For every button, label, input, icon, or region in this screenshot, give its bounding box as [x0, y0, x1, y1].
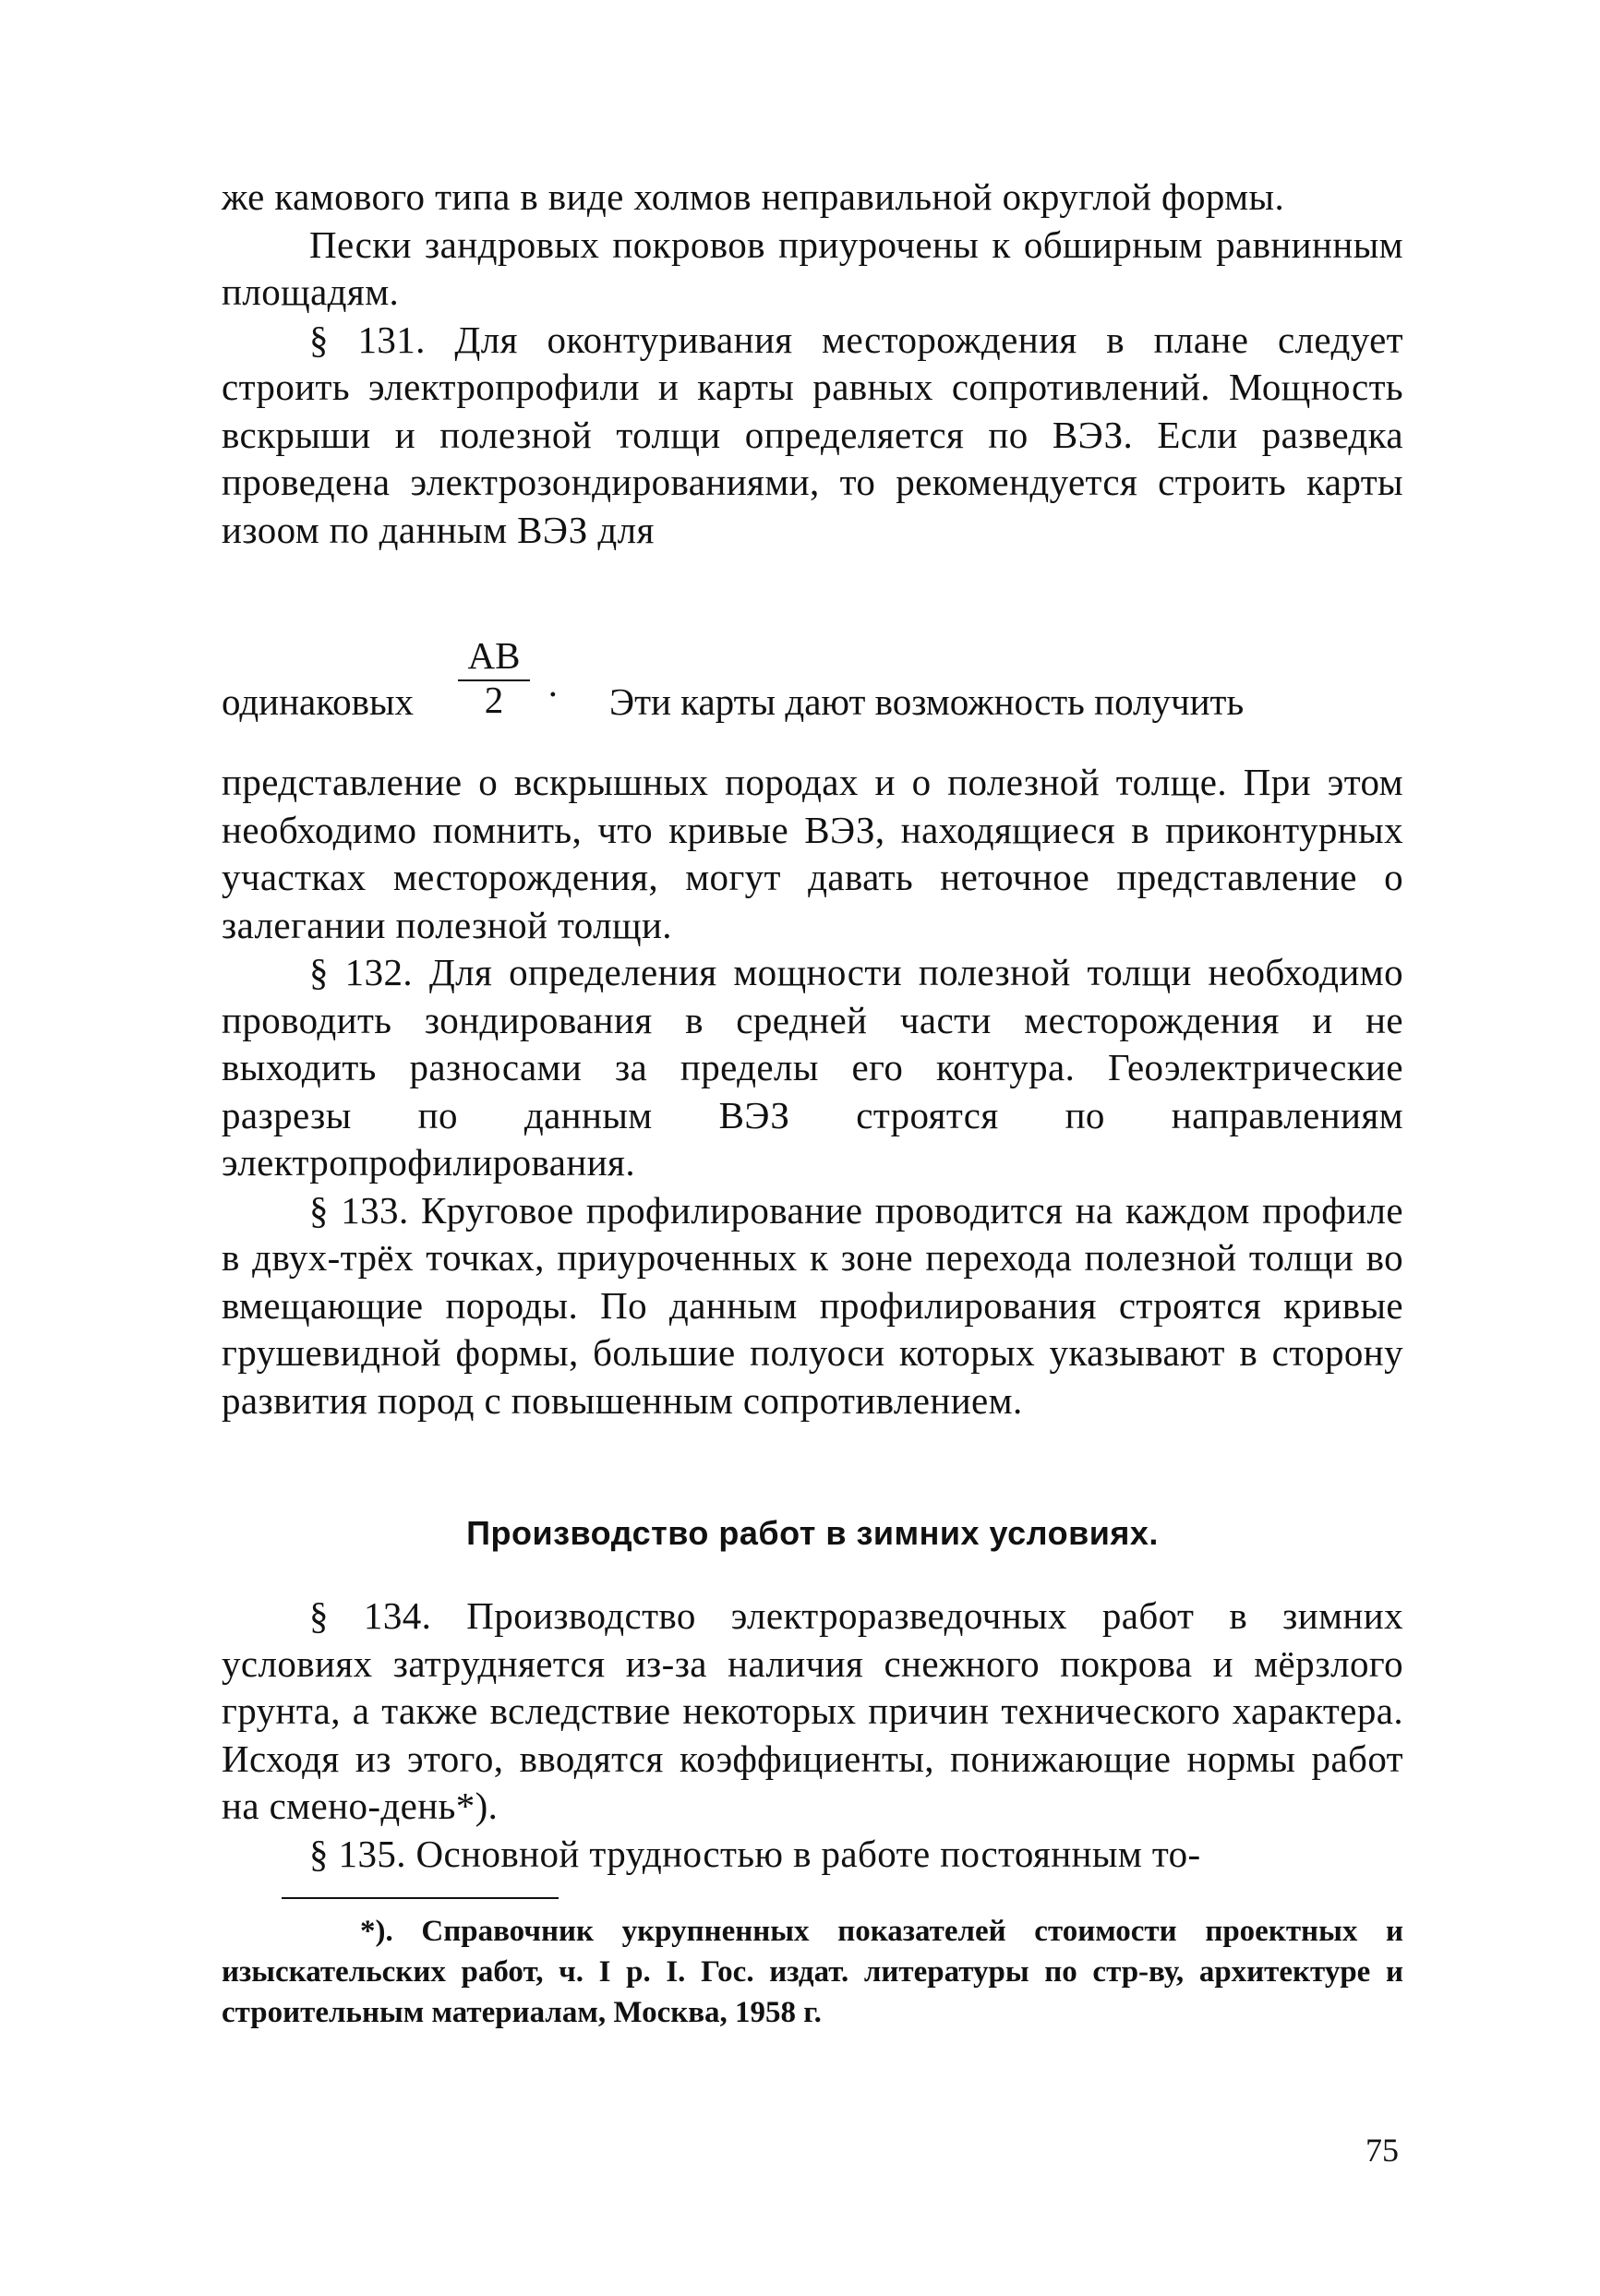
formula-tail-text: Эти карты дают возможность получить: [609, 680, 1245, 723]
text-block-mid: [222, 759, 1403, 1424]
page-number: 75: [1365, 2132, 1399, 2169]
fraction-denominator: 2: [484, 679, 504, 721]
footnote: *). Справочник укрупненных показателей стоимости проектных и изыскательских работ, ч. I р. I. Гос. издат. литературы по стр-ву, архитектуре и строительным материалам, Москва, 1958 г.: [222, 1915, 1403, 2029]
paragraph-continuation: же камового типа в виде холмов неправильной округлой формы.: [222, 175, 1285, 218]
paragraph-135: § 135. Основной трудностью в работе постоянным то-: [309, 1832, 1201, 1875]
paragraph-134: § 134. Производство электроразведочных работ в зимних условиях затрудняется из-за наличия снежного покрова и мёрзлого грунта, а также вследствие некоторых причин технического характера. Исходя из этого, вводятся коэффициенты, понижающие нормы работ на смено-день*).: [222, 1594, 1403, 1827]
formula-lead-text: одинаковых: [222, 680, 415, 723]
fraction-numerator: AB: [467, 634, 521, 677]
text-block-top: [222, 174, 1403, 554]
fraction-ab-over-2: [452, 634, 535, 721]
text-block-winter: [222, 1593, 1403, 1878]
paragraph-sands: Пески зандровых покровов приурочены к обширным равнинным площадям.: [222, 222, 1403, 313]
formula-dot: ·: [547, 673, 559, 715]
paragraph-133: § 133. Круговое профилирование проводится на каждом профиле в двух-трёх точках, приуроченных к зоне перехода полезной толщи во вмещающие породы. По данным профилирования строятся кривые грушевидной формы, большие полуоси которых указывают в сторону развития пород с повышенным сопротивлением.: [222, 1188, 1403, 1422]
section-heading: Производство работ в зимних условиях.: [466, 1514, 1159, 1552]
footnote-rule: [282, 1897, 559, 1899]
paragraph-representation: представление о вскрышных породах и о полезной толще. При этом необходимо помнить, что кривые ВЭЗ, находящиеся в приконтурных участках месторождения, могут давать неточное представление о залегании полезной толщи.: [222, 761, 1403, 946]
paragraph-132: § 132. Для определения мощности полезной толщи необходимо проводить зондирования в средней части месторождения и не выходить разносами за пределы его контура. Геоэлектрические разрезы по данным ВЭЗ строятся по направлениям электропрофилирования.: [222, 951, 1403, 1184]
paragraph-131: § 131. Для оконтуривания месторождения в плане следует строить электропрофили и карты равных сопротивлений. Мощность вскрыши и полезной толщи определяется по ВЭЗ. Если разведка проведена электрозондированиями, то рекомендуется строить карты изоом по данным ВЭЗ для: [222, 318, 1403, 551]
formula-line: [222, 635, 1403, 746]
